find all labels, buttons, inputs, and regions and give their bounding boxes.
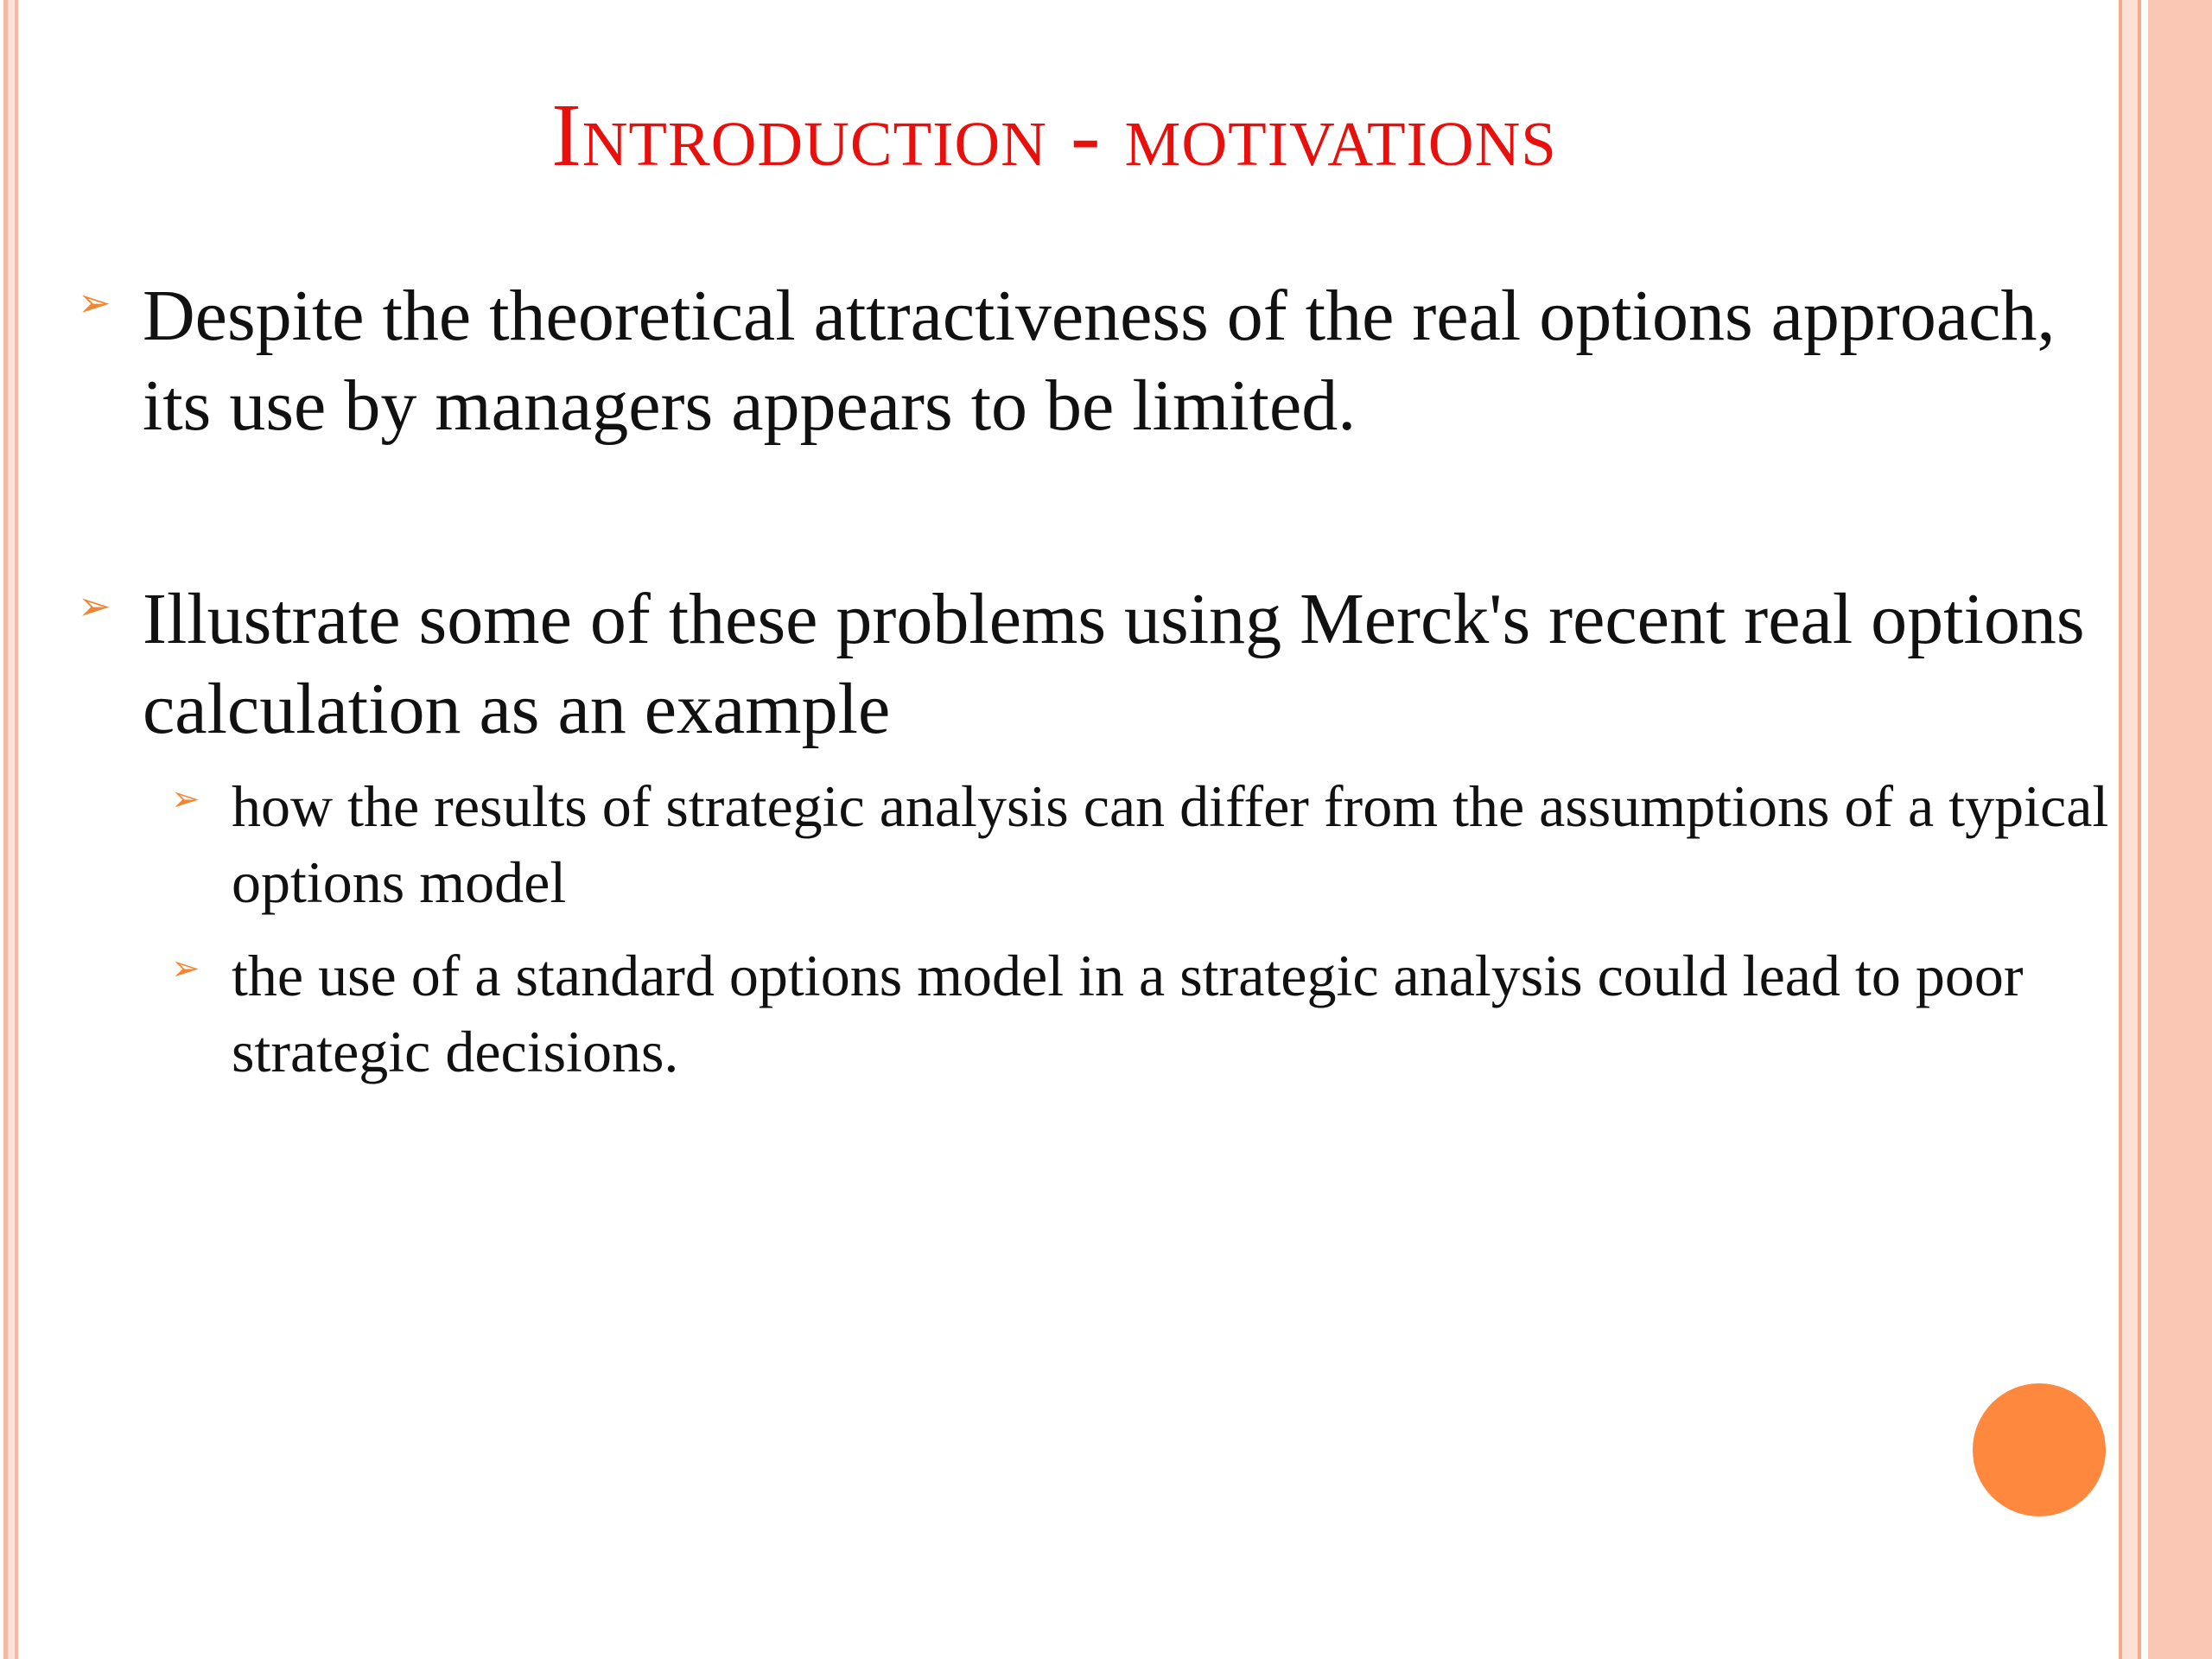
bullet-text: Despite the theoretical attractiveness of the real options approach, its use by managers appears to be limited. [143,276,2056,446]
sub-bullet-text: how the results of strategic analysis can differ from the assumptions of a typical options model [232,773,2109,915]
bullet-text: Illustrate some of these problems using Merck's recent real options calculation as an example [143,579,2085,749]
arrowhead-bullet-icon: ➢ [171,949,200,988]
bullet-item-2 [78,575,2113,754]
slide-title: Introduction - motivations [551,86,1557,185]
sub-bullet-item-2 [171,938,2115,1090]
sub-bullet-text: the use of a standard options model in a strategic analysis could lead to poor strategic decisions. [232,943,2024,1084]
arrowhead-bullet-icon: ➢ [171,779,200,818]
sub-bullet-item-1 [171,768,2115,920]
arrowhead-bullet-icon: ➢ [78,281,111,325]
arrowhead-bullet-icon: ➢ [78,584,111,628]
decorative-circle [1973,1383,2106,1516]
bullet-item-1 [78,271,2113,451]
